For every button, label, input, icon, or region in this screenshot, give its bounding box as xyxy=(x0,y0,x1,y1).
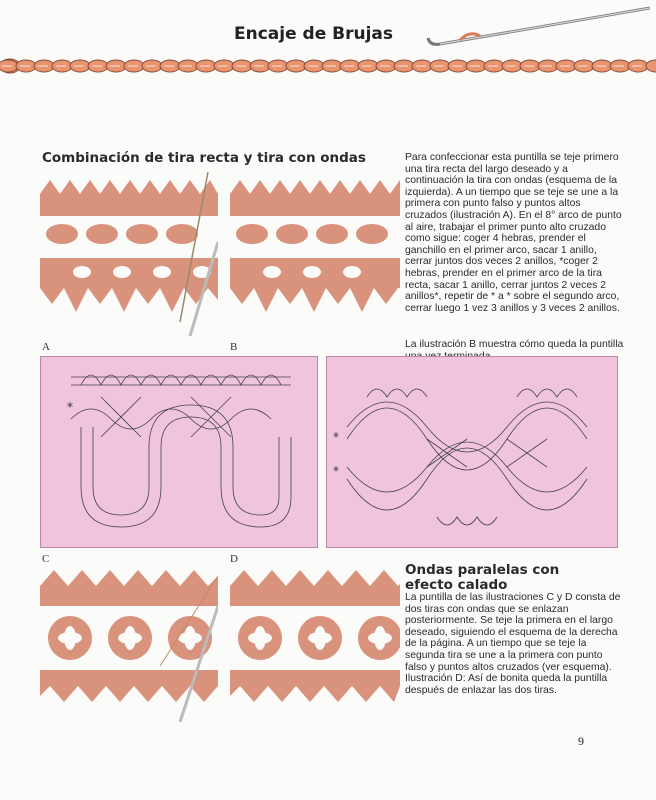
page-number: 9 xyxy=(578,734,584,748)
label-b: B xyxy=(230,341,238,353)
crochet-chain-border xyxy=(0,52,656,80)
label-c: C xyxy=(42,553,50,565)
section1-intro-text: Para confeccionar esta puntilla se teje primero una tira recta del largo deseado y a continuación la tira con ondas (esquema de la izquierda). A un tiempo que se teje se une a la primera con punto falso y puntos altos cruzados (ilustración A). En el 8° arco de punto al aire, trabajar el primer punto alto cruzado como sigue: coger 4 hebras, prender el ganchillo en el primer arco, sacar 1 anillo, cerrar juntos dos veces 2 anillos, *coger 2 hebras, prender en el primer arco de la tira recta, sacar 1 anillo, cerrar juntos 2 veces 2 anillos*, repetir de * a * sobre el segundo arco, cerrar luego 1 vez 3 anillos y 3 veces 2 anillos. xyxy=(405,152,622,314)
section1-note-text: La ilustración B muestra cómo queda la puntilla xyxy=(405,339,624,350)
photo-c-lace xyxy=(40,566,218,722)
section-title-combinacion: Combinación de tira recta y tira con ondas xyxy=(42,150,366,166)
page-header-title: Encaje de Brujas xyxy=(234,24,394,44)
crochet-chart-left xyxy=(40,356,318,548)
svg-text:*: * xyxy=(333,430,339,444)
photo-d-lace xyxy=(230,566,400,722)
section-title-ondas-paralelas: Ondas paralelas con efecto calado xyxy=(405,562,560,593)
crochet-hook-illustration xyxy=(400,0,656,60)
section2-body-text: La puntilla de las ilustraciones C y D consta de dos tiras con ondas que se enlazan posteriormente. Se teje la primera en el largo deseado, siguiendo el esquema de la derecha de la página. A un tiempo que se teje la segunda tira se une a la primera con punto falso y puntos altos cruzados (ver esquema). Ilustración D: Así de bonita queda la puntilla después de enlazar las dos tiras. xyxy=(405,592,621,696)
photo-b-lace xyxy=(230,172,400,336)
svg-text:*: * xyxy=(67,400,73,414)
svg-text:*: * xyxy=(333,464,339,478)
photo-a-lace xyxy=(40,172,218,336)
label-d: D xyxy=(230,553,238,565)
label-a: A xyxy=(42,341,50,353)
crochet-chart-right xyxy=(326,356,618,548)
